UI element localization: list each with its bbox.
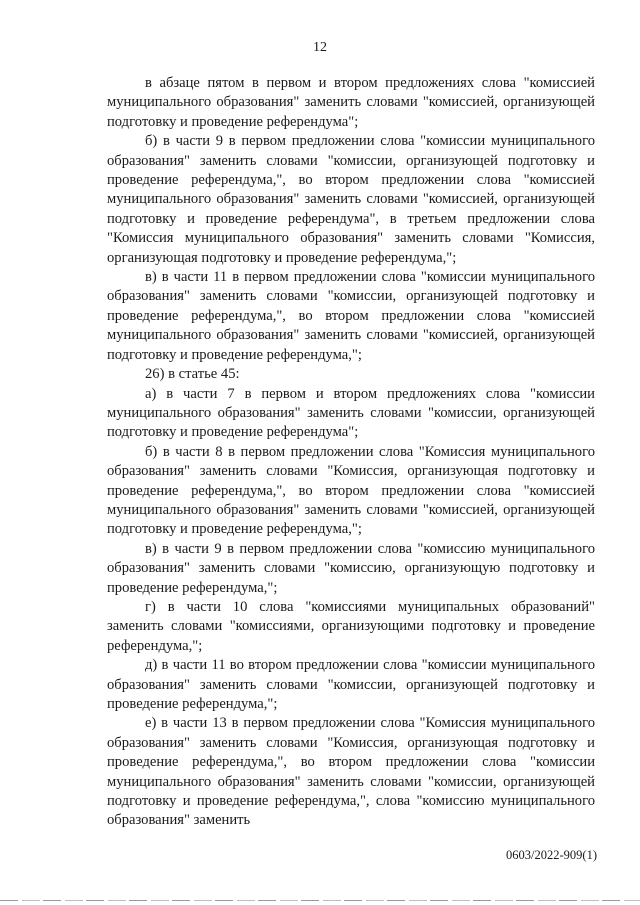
paragraph-item-b-part8: б) в части 8 в первом предложении слова "Комиссия муниципального образования" заменить словами "Комиссия, организующая подготовку и проведение референдума,", во втором предложении слова "комиссией муниципального образования" заменить словами "комиссией, организующей подготовку и проведение референдума,"; [107, 443, 595, 538]
paragraph-item-v-part11: в) в части 11 в первом предложении слова "комиссии муниципального образования" заменить словами "комиссии, организующей подготовку и проведение референдума,", во втором предложении слова "комиссией муниципального образования" заменить словами "комиссией, организующей подготовку и проведение референдума,"; [107, 269, 595, 363]
paragraph-paragraph5-amendment: в абзаце пятом в первом и втором предложениях слова "комиссией муниципального образования" заменить словами "комиссией, организующей подготовку и проведение референдума"; [107, 75, 595, 130]
page-number: 12 [313, 40, 327, 55]
scan-edge-line [0, 900, 640, 901]
paragraph-item-e-part13: е) в части 13 в первом предложении слова "Комиссия муниципального образования" заменить словами "Комиссия, организующая подготовку и проведение референдума,", во втором предложении слова "комиссии муниципального образования" заменить словами "комиссии, организующей подготовку и проведение референдума,", слова "комиссию муниципального образования" заменить [107, 715, 595, 829]
paragraph-item-v-part9: в) в части 9 в первом предложении слова "комиссию муниципального образования" заменить словами "комиссию, организующую подготовку и проведение референдума,"; [107, 540, 595, 596]
document-code: 0603/2022-909(1) [506, 848, 597, 862]
paragraph-point26-article45: 26) в статье 45: [145, 366, 240, 383]
paragraph-item-a-part7: а) в части 7 в первом и втором предложениях слова "комиссии муниципального образования" заменить словами "комиссии, организующей подготовку и проведение референдума"; [107, 385, 595, 441]
paragraph-item-g-part10: г) в части 10 слова "комиссиями муниципальных образований" заменить словами "комиссиями, организующими подготовку и проведение референдума,"; [107, 598, 595, 654]
document-body [107, 74, 595, 831]
paragraph-item-b-part9: б) в части 9 в первом предложении слова "комиссии муниципального образования" заменить словами "комиссии, организующей подготовку и проведение референдума,", во втором предложении слова "комиссией муниципального образования" заменить словами "комиссией, организующей подготовку и проведение референдума", в третьем предложении слова "Комиссия муниципального образования" заменить словами "Комиссия, организующая подготовку и проведение референдума,"; [107, 133, 595, 266]
paragraph-item-d-part11: д) в части 11 во втором предложении слова "комиссии муниципального образования" заменить словами "комиссии, организующей подготовку и проведение референдума,"; [107, 657, 595, 712]
